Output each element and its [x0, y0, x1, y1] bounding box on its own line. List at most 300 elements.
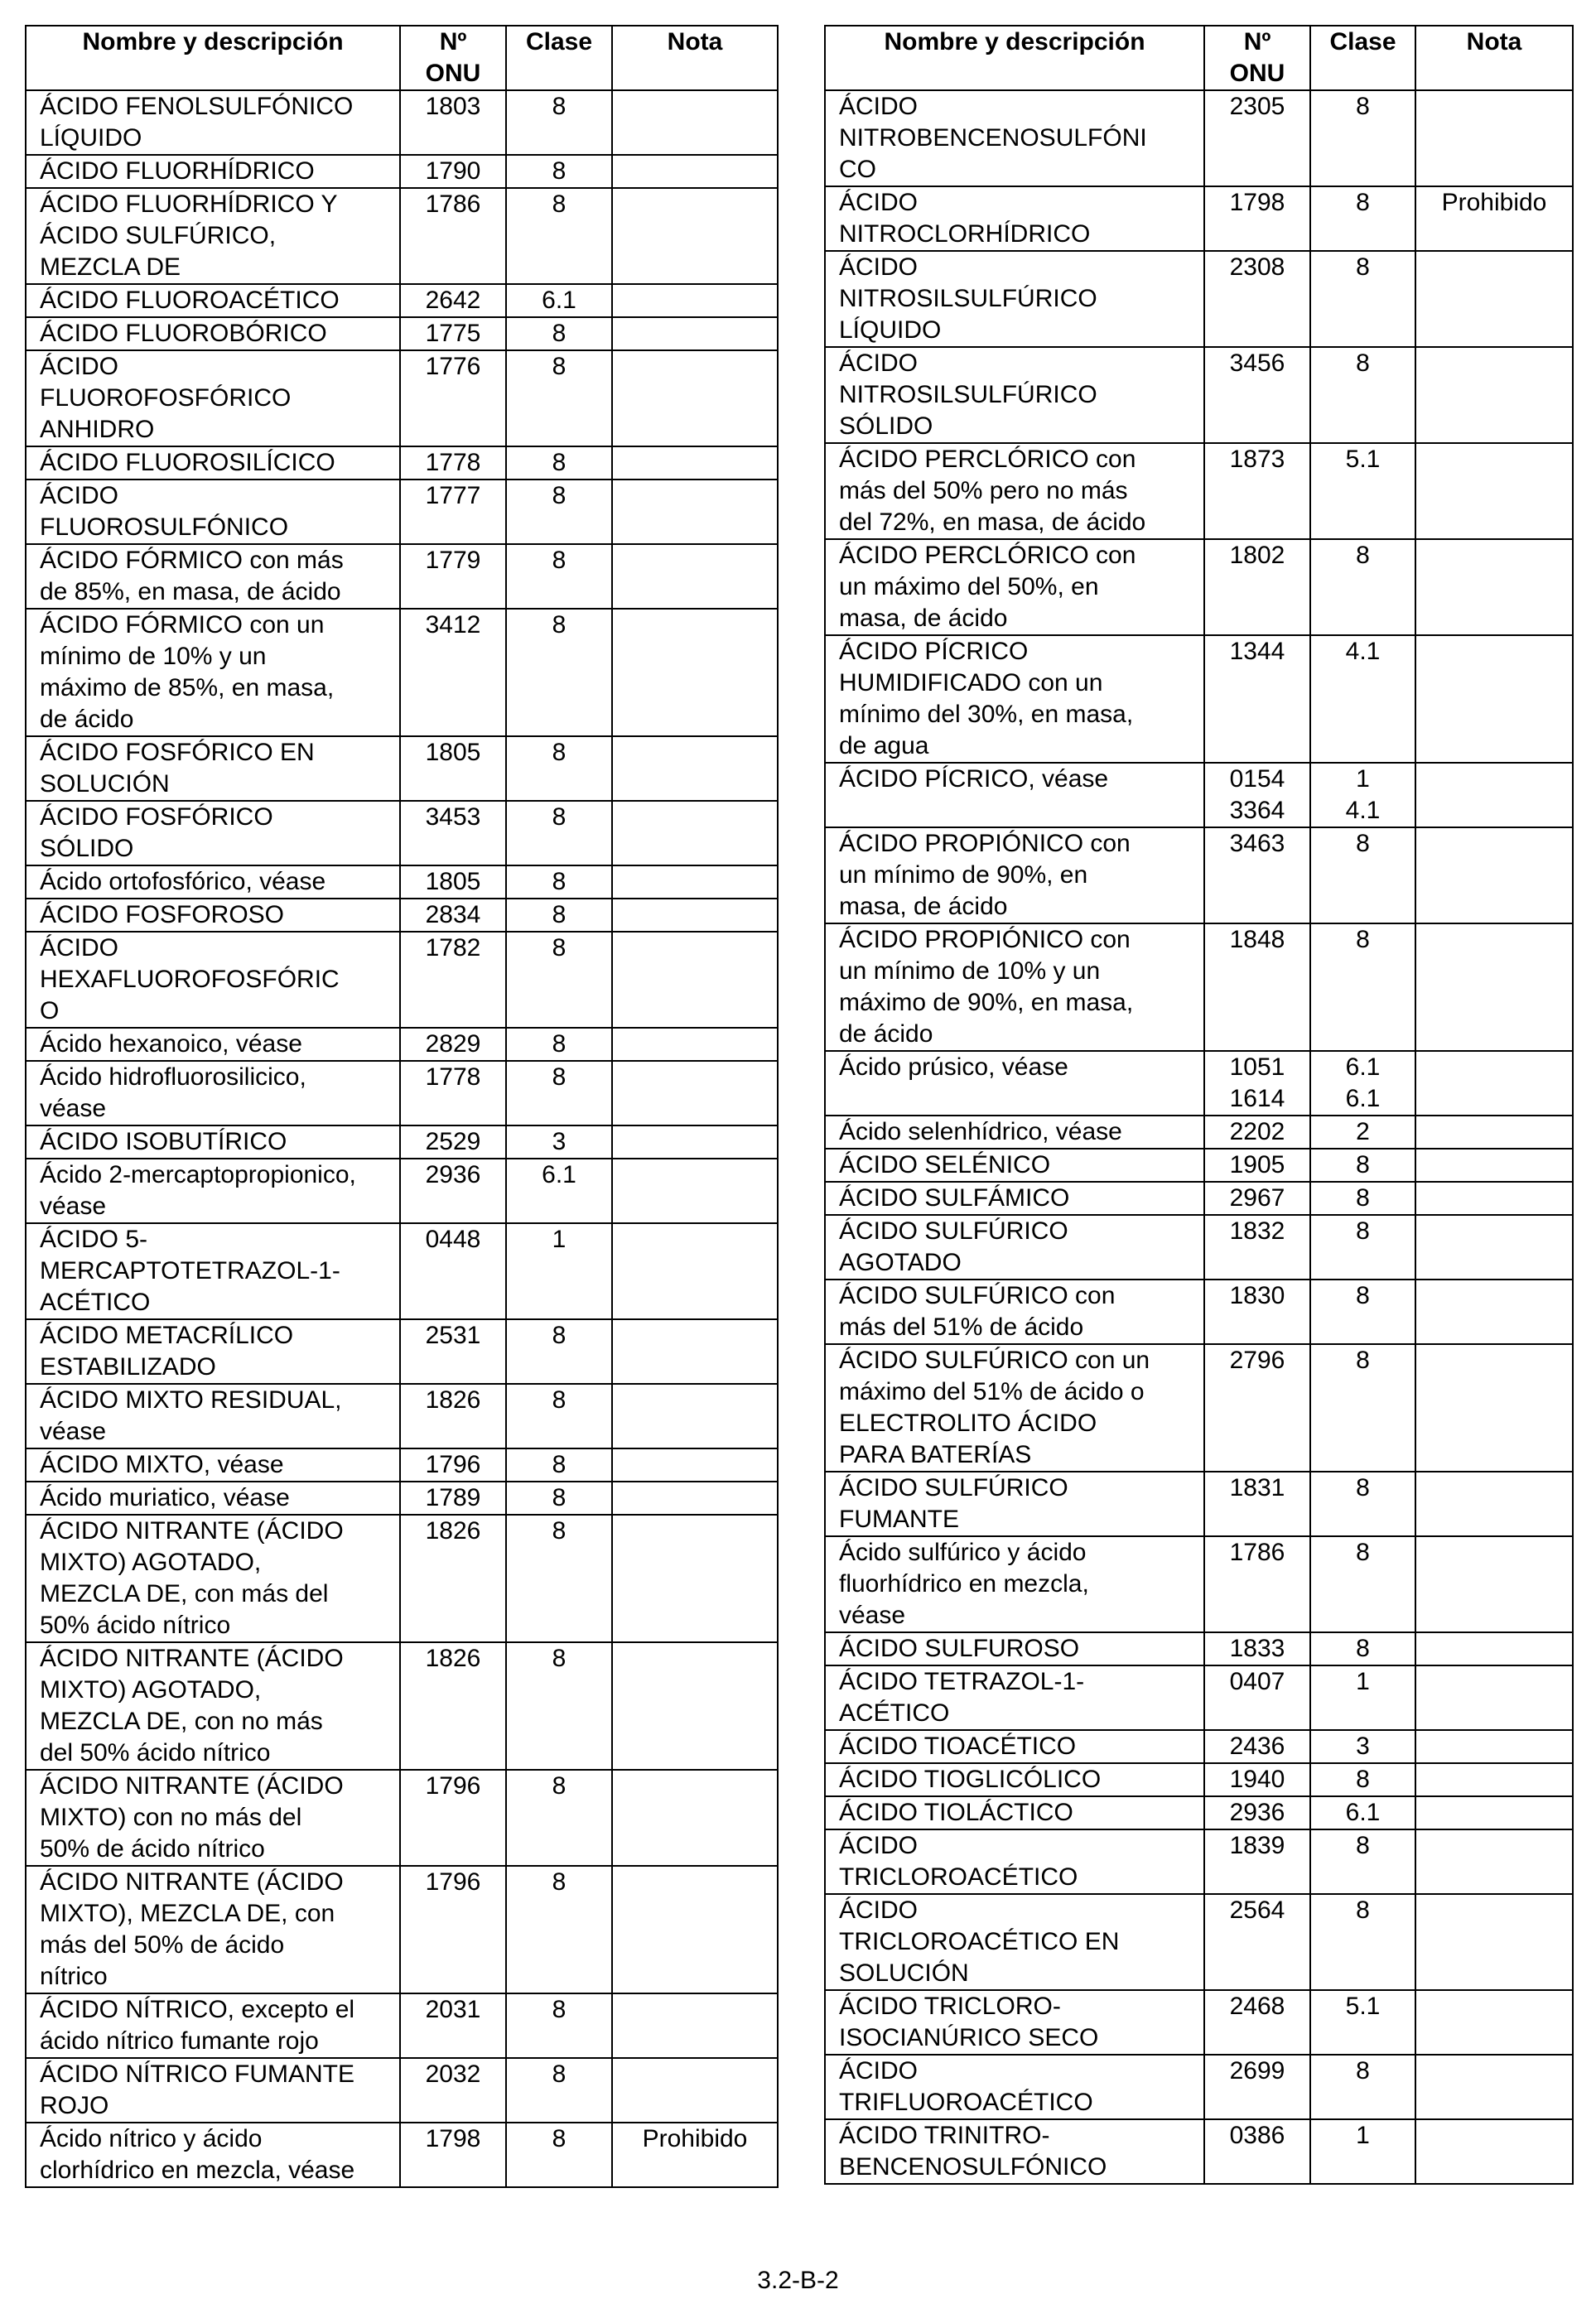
- cell-class: 8: [1310, 1536, 1415, 1632]
- cell-name: Ácido selenhídrico, véase: [825, 1116, 1204, 1149]
- cell-onu-number: 1905: [1204, 1149, 1310, 1182]
- cell-class: 8: [1310, 1763, 1415, 1796]
- cell-name: ÁCIDO TRIFLUOROACÉTICO: [825, 2055, 1204, 2119]
- table-row: [26, 1125, 778, 1159]
- cell-onu-number: 2829: [400, 1028, 506, 1061]
- cell-onu-number: 1848: [1204, 923, 1310, 1051]
- cell-onu-number: 2202: [1204, 1116, 1310, 1149]
- cell-name: ÁCIDO FOSFÓRICO EN SOLUCIÓN: [26, 736, 400, 801]
- cell-class: 8: [506, 544, 612, 609]
- table-row: [825, 1149, 1573, 1182]
- cell-onu-number: 1940: [1204, 1763, 1310, 1796]
- cell-onu-number: 2834: [400, 899, 506, 932]
- cell-onu-number: 1051 1614: [1204, 1051, 1310, 1116]
- cell-onu-number: 1826: [400, 1642, 506, 1770]
- cell-note: [612, 1223, 778, 1319]
- table-row: [825, 827, 1573, 923]
- cell-class: 8: [1310, 2055, 1415, 2119]
- cell-name: ÁCIDO TETRAZOL-1- ACÉTICO: [825, 1665, 1204, 1730]
- cell-onu-number: 1803: [400, 90, 506, 155]
- cell-name: ÁCIDO NITROBENCENOSULFÓNI CO: [825, 90, 1204, 186]
- table-row: [26, 932, 778, 1028]
- cell-class: 8: [506, 932, 612, 1028]
- cell-class: 8: [506, 609, 612, 736]
- cell-class: 8: [1310, 186, 1415, 251]
- table-row: [825, 2055, 1573, 2119]
- cell-name: ÁCIDO SULFÚRICO FUMANTE: [825, 1472, 1204, 1536]
- cell-note: [612, 865, 778, 899]
- cell-note: [1415, 923, 1573, 1051]
- cell-note: [612, 801, 778, 865]
- cell-name: ÁCIDO NITRANTE (ÁCIDO MIXTO) con no más del 50% de ácido nítrico: [26, 1770, 400, 1866]
- cell-name: ÁCIDO FÓRMICO con más de 85%, en masa, de ácido: [26, 544, 400, 609]
- table-row: [825, 1763, 1573, 1796]
- cell-note: [612, 1515, 778, 1642]
- cell-onu-number: 2529: [400, 1125, 506, 1159]
- cell-name: ÁCIDO FLUOROFOSFÓRICO ANHIDRO: [26, 350, 400, 446]
- cell-note: [612, 350, 778, 446]
- cell-onu-number: 1805: [400, 736, 506, 801]
- cell-class: 8: [506, 1642, 612, 1770]
- cell-onu-number: 1831: [1204, 1472, 1310, 1536]
- cell-onu-number: 1798: [400, 2123, 506, 2187]
- cell-class: 1: [1310, 1665, 1415, 1730]
- cell-name: ÁCIDO SULFUROSO: [825, 1632, 1204, 1665]
- cell-class: 8: [506, 2058, 612, 2123]
- cell-class: 8: [506, 1384, 612, 1448]
- table-row: [26, 865, 778, 899]
- cell-name: ÁCIDO TIOACÉTICO: [825, 1730, 1204, 1763]
- page-number: 3.2-B-2: [757, 2267, 839, 2294]
- cell-note: [612, 544, 778, 609]
- cell-onu-number: 1782: [400, 932, 506, 1028]
- cell-name: ÁCIDO FLUOROBÓRICO: [26, 317, 400, 350]
- cell-note: [612, 1384, 778, 1448]
- table-row: [825, 635, 1573, 763]
- cell-note: [1415, 763, 1573, 827]
- cell-name: ÁCIDO METACRÍLICO ESTABILIZADO: [26, 1319, 400, 1384]
- cell-name: ÁCIDO TRICLOROACÉTICO EN SOLUCIÓN: [825, 1894, 1204, 1990]
- cell-note: [1415, 347, 1573, 443]
- cell-name: ÁCIDO FENOLSULFÓNICO LÍQUIDO: [26, 90, 400, 155]
- table-row: [26, 350, 778, 446]
- table-row: [825, 923, 1573, 1051]
- cell-note: [612, 609, 778, 736]
- header-nota: Nota: [612, 26, 778, 90]
- cell-note: [1415, 2055, 1573, 2119]
- cell-note: [1415, 635, 1573, 763]
- cell-class: 8: [1310, 923, 1415, 1051]
- table-row: [26, 1482, 778, 1515]
- cell-onu-number: 1344: [1204, 635, 1310, 763]
- cell-note: [612, 90, 778, 155]
- cell-class: 8: [506, 1993, 612, 2058]
- cell-class: 8: [1310, 347, 1415, 443]
- cell-class: 8: [1310, 1149, 1415, 1182]
- cell-class: 8: [1310, 1894, 1415, 1990]
- cell-note: [1415, 1632, 1573, 1665]
- table-header-row: [26, 26, 778, 90]
- table-row: [26, 2123, 778, 2187]
- cell-class: 8: [1310, 1182, 1415, 1215]
- cell-note: [1415, 1536, 1573, 1632]
- cell-onu-number: 1779: [400, 544, 506, 609]
- cell-note: [1415, 1990, 1573, 2055]
- cell-onu-number: 1830: [1204, 1280, 1310, 1344]
- cell-class: 8: [506, 90, 612, 155]
- table-row: [825, 1536, 1573, 1632]
- cell-onu-number: 2031: [400, 1993, 506, 2058]
- cell-note: [612, 932, 778, 1028]
- cell-name: ÁCIDO FÓRMICO con un mínimo de 10% y un máximo de 85%, en masa, de ácido: [26, 609, 400, 736]
- cell-class: 4.1: [1310, 635, 1415, 763]
- cell-note: [1415, 827, 1573, 923]
- table-row: [825, 443, 1573, 539]
- cell-name: ÁCIDO FLUORHÍDRICO: [26, 155, 400, 188]
- cell-onu-number: 2308: [1204, 251, 1310, 347]
- cell-note: [612, 1319, 778, 1384]
- cell-note: [1415, 539, 1573, 635]
- dangerous-goods-table-right: [824, 25, 1574, 2185]
- cell-name: ÁCIDO PERCLÓRICO con un máximo del 50%, en masa, de ácido: [825, 539, 1204, 635]
- cell-name: Ácido hidrofluorosilicico, véase: [26, 1061, 400, 1125]
- table-row: [26, 1223, 778, 1319]
- cell-class: 8: [506, 736, 612, 801]
- cell-class: 8: [506, 480, 612, 544]
- cell-class: 6.1: [1310, 1796, 1415, 1829]
- table-row: [825, 1116, 1573, 1149]
- table-row: [26, 480, 778, 544]
- cell-onu-number: 1786: [1204, 1536, 1310, 1632]
- cell-note: [612, 1482, 778, 1515]
- cell-class: 8: [506, 155, 612, 188]
- table-row: [26, 188, 778, 284]
- cell-name: ÁCIDO NÍTRICO, excepto el ácido nítrico fumante rojo: [26, 1993, 400, 2058]
- table-row: [26, 1770, 778, 1866]
- header-clase: Clase: [1310, 26, 1415, 90]
- cell-name: Ácido prúsico, véase: [825, 1051, 1204, 1116]
- cell-name: ÁCIDO FOSFÓRICO SÓLIDO: [26, 801, 400, 865]
- cell-name: ÁCIDO NITROSILSULFÚRICO LÍQUIDO: [825, 251, 1204, 347]
- cell-onu-number: 1805: [400, 865, 506, 899]
- cell-note: Prohibido: [612, 2123, 778, 2187]
- cell-name: ÁCIDO SELÉNICO: [825, 1149, 1204, 1182]
- table-row: [825, 1472, 1573, 1536]
- cell-onu-number: 2305: [1204, 90, 1310, 186]
- cell-note: [1415, 1665, 1573, 1730]
- cell-name: ÁCIDO SULFÚRICO AGOTADO: [825, 1215, 1204, 1280]
- cell-class: 8: [1310, 1829, 1415, 1894]
- table-row: [26, 446, 778, 480]
- cell-class: 8: [1310, 1280, 1415, 1344]
- cell-name: ÁCIDO FLUOROSILÍCICO: [26, 446, 400, 480]
- cell-onu-number: 3453: [400, 801, 506, 865]
- table-row: [825, 251, 1573, 347]
- cell-note: [1415, 1763, 1573, 1796]
- cell-class: 6.1 6.1: [1310, 1051, 1415, 1116]
- cell-class: 8: [1310, 1632, 1415, 1665]
- cell-note: [1415, 1215, 1573, 1280]
- table-row: [825, 539, 1573, 635]
- cell-class: 8: [1310, 1472, 1415, 1536]
- cell-onu-number: 2564: [1204, 1894, 1310, 1990]
- table-row: [26, 1866, 778, 1993]
- cell-onu-number: 1826: [400, 1384, 506, 1448]
- cell-onu-number: 2796: [1204, 1344, 1310, 1472]
- cell-onu-number: 3412: [400, 609, 506, 736]
- cell-onu-number: 2032: [400, 2058, 506, 2123]
- cell-name: Ácido nítrico y ácido clorhídrico en mezcla, véase: [26, 2123, 400, 2187]
- cell-name: ÁCIDO PROPIÓNICO con un mínimo de 90%, en masa, de ácido: [825, 827, 1204, 923]
- table-row: [26, 1642, 778, 1770]
- cell-class: 2: [1310, 1116, 1415, 1149]
- dangerous-goods-table-left: [25, 25, 779, 2188]
- cell-onu-number: 0407: [1204, 1665, 1310, 1730]
- table-row: [825, 1215, 1573, 1280]
- cell-note: [612, 446, 778, 480]
- cell-name: ÁCIDO TRICLOROACÉTICO: [825, 1829, 1204, 1894]
- cell-note: [612, 480, 778, 544]
- cell-note: [1415, 1344, 1573, 1472]
- cell-onu-number: 1790: [400, 155, 506, 188]
- cell-onu-number: 3456: [1204, 347, 1310, 443]
- cell-note: [612, 1061, 778, 1125]
- cell-note: [1415, 1182, 1573, 1215]
- cell-class: 1: [506, 1223, 612, 1319]
- cell-onu-number: 2967: [1204, 1182, 1310, 1215]
- table-row: [26, 284, 778, 317]
- cell-name: ÁCIDO FLUORHÍDRICO Y ÁCIDO SULFÚRICO, MEZCLA DE: [26, 188, 400, 284]
- cell-class: 8: [506, 1028, 612, 1061]
- cell-name: ÁCIDO PROPIÓNICO con un mínimo de 10% y un máximo de 90%, en masa, de ácido: [825, 923, 1204, 1051]
- cell-name: ÁCIDO FOSFOROSO: [26, 899, 400, 932]
- cell-class: 8: [1310, 1344, 1415, 1472]
- table-row: [825, 90, 1573, 186]
- cell-note: [612, 1642, 778, 1770]
- cell-name: ÁCIDO HEXAFLUOROFOSFÓRIC O: [26, 932, 400, 1028]
- cell-note: [1415, 443, 1573, 539]
- table-row: [26, 2058, 778, 2123]
- cell-name: ÁCIDO NITROCLORHÍDRICO: [825, 186, 1204, 251]
- cell-note: [1415, 2119, 1573, 2184]
- cell-note: [612, 1159, 778, 1223]
- cell-note: [1415, 251, 1573, 347]
- table-row: [26, 1448, 778, 1482]
- cell-class: 8: [1310, 1215, 1415, 1280]
- cell-class: 8: [506, 317, 612, 350]
- cell-class: 6.1: [506, 1159, 612, 1223]
- cell-class: 5.1: [1310, 1990, 1415, 2055]
- cell-onu-number: 1839: [1204, 1829, 1310, 1894]
- cell-onu-number: 1777: [400, 480, 506, 544]
- cell-class: 8: [506, 899, 612, 932]
- cell-onu-number: 0448: [400, 1223, 506, 1319]
- cell-name: ÁCIDO NÍTRICO FUMANTE ROJO: [26, 2058, 400, 2123]
- cell-onu-number: 2436: [1204, 1730, 1310, 1763]
- cell-note: [1415, 1894, 1573, 1990]
- cell-name: ÁCIDO SULFÚRICO con un máximo del 51% de ácido o ELECTROLITO ÁCIDO PARA BATERÍAS: [825, 1344, 1204, 1472]
- table-row: [825, 1894, 1573, 1990]
- cell-name: ÁCIDO 5- MERCAPTOTETRAZOL-1- ACÉTICO: [26, 1223, 400, 1319]
- table-row: [825, 1665, 1573, 1730]
- cell-name: ÁCIDO MIXTO RESIDUAL, véase: [26, 1384, 400, 1448]
- cell-name: ÁCIDO PÍCRICO, véase: [825, 763, 1204, 827]
- cell-class: 8: [1310, 251, 1415, 347]
- table-row: [825, 1051, 1573, 1116]
- cell-class: 8: [1310, 827, 1415, 923]
- cell-name: ÁCIDO FLUOROSULFÓNICO: [26, 480, 400, 544]
- header-name: Nombre y descripción: [825, 26, 1204, 90]
- table-row: [825, 1632, 1573, 1665]
- cell-onu-number: 1826: [400, 1515, 506, 1642]
- cell-class: 8: [506, 350, 612, 446]
- table-row: [26, 1515, 778, 1642]
- cell-onu-number: 2936: [1204, 1796, 1310, 1829]
- cell-note: [612, 188, 778, 284]
- cell-note: [612, 284, 778, 317]
- cell-note: [1415, 1829, 1573, 1894]
- cell-class: 8: [506, 1770, 612, 1866]
- cell-note: [1415, 1051, 1573, 1116]
- cell-note: [1415, 1280, 1573, 1344]
- cell-name: ÁCIDO NITRANTE (ÁCIDO MIXTO) AGOTADO, MEZCLA DE, con no más del 50% ácido nítrico: [26, 1642, 400, 1770]
- cell-onu-number: 1786: [400, 188, 506, 284]
- cell-name: ÁCIDO FLUOROACÉTICO: [26, 284, 400, 317]
- cell-name: ÁCIDO TRINITRO- BENCENOSULFÓNICO: [825, 2119, 1204, 2184]
- cell-note: [612, 1125, 778, 1159]
- cell-class: 8: [506, 1061, 612, 1125]
- cell-note: [1415, 1116, 1573, 1149]
- cell-name: ÁCIDO SULFÚRICO con más del 51% de ácido: [825, 1280, 1204, 1344]
- cell-onu-number: 1789: [400, 1482, 506, 1515]
- cell-onu-number: 2936: [400, 1159, 506, 1223]
- cell-name: Ácido muriatico, véase: [26, 1482, 400, 1515]
- cell-class: 8: [506, 1515, 612, 1642]
- cell-onu-number: 2468: [1204, 1990, 1310, 2055]
- cell-note: [612, 2058, 778, 2123]
- cell-onu-number: 1833: [1204, 1632, 1310, 1665]
- table-row: [825, 763, 1573, 827]
- table-row: [26, 1028, 778, 1061]
- table-row: [26, 90, 778, 155]
- header-onu: Nº ONU: [400, 26, 506, 90]
- cell-onu-number: 0154 3364: [1204, 763, 1310, 827]
- table-row: [26, 155, 778, 188]
- cell-note: Prohibido: [1415, 186, 1573, 251]
- cell-onu-number: 0386: [1204, 2119, 1310, 2184]
- cell-note: [612, 317, 778, 350]
- cell-onu-number: 1802: [1204, 539, 1310, 635]
- cell-name: ÁCIDO TIOLÁCTICO: [825, 1796, 1204, 1829]
- cell-note: [612, 1993, 778, 2058]
- cell-name: Ácido sulfúrico y ácido fluorhídrico en mezcla, véase: [825, 1536, 1204, 1632]
- cell-class: 8: [506, 446, 612, 480]
- cell-name: ÁCIDO PERCLÓRICO con más del 50% pero no más del 72%, en masa, de ácido: [825, 443, 1204, 539]
- cell-onu-number: 1778: [400, 1061, 506, 1125]
- table-row: [26, 1384, 778, 1448]
- table-row: [825, 1990, 1573, 2055]
- cell-note: [612, 1448, 778, 1482]
- table-row: [26, 317, 778, 350]
- cell-onu-number: 1832: [1204, 1215, 1310, 1280]
- cell-note: [1415, 90, 1573, 186]
- table-row: [26, 609, 778, 736]
- cell-class: 6.1: [506, 284, 612, 317]
- table-row: [825, 1796, 1573, 1829]
- cell-class: 8: [506, 1482, 612, 1515]
- cell-note: [612, 1866, 778, 1993]
- table-row: [825, 1280, 1573, 1344]
- cell-name: ÁCIDO NITRANTE (ÁCIDO MIXTO) AGOTADO, MEZCLA DE, con más del 50% ácido nítrico: [26, 1515, 400, 1642]
- cell-name: ÁCIDO TIOGLICÓLICO: [825, 1763, 1204, 1796]
- cell-name: ÁCIDO MIXTO, véase: [26, 1448, 400, 1482]
- cell-name: ÁCIDO NITROSILSULFÚRICO SÓLIDO: [825, 347, 1204, 443]
- cell-onu-number: 3463: [1204, 827, 1310, 923]
- cell-note: [1415, 1149, 1573, 1182]
- cell-onu-number: 1796: [400, 1448, 506, 1482]
- cell-onu-number: 1873: [1204, 443, 1310, 539]
- header-name: Nombre y descripción: [26, 26, 400, 90]
- cell-name: ÁCIDO NITRANTE (ÁCIDO MIXTO), MEZCLA DE, con más del 50% de ácido nítrico: [26, 1866, 400, 1993]
- cell-class: 8: [506, 1448, 612, 1482]
- cell-onu-number: 1776: [400, 350, 506, 446]
- cell-onu-number: 1798: [1204, 186, 1310, 251]
- cell-note: [612, 899, 778, 932]
- cell-name: ÁCIDO PÍCRICO HUMIDIFICADO con un mínimo del 30%, en masa, de agua: [825, 635, 1204, 763]
- cell-name: Ácido ortofosfórico, véase: [26, 865, 400, 899]
- cell-onu-number: 2699: [1204, 2055, 1310, 2119]
- table-row: [825, 1829, 1573, 1894]
- cell-onu-number: 2531: [400, 1319, 506, 1384]
- cell-class: 1: [1310, 2119, 1415, 2184]
- cell-note: [1415, 1796, 1573, 1829]
- cell-class: 8: [506, 865, 612, 899]
- cell-class: 3: [506, 1125, 612, 1159]
- cell-class: 8: [506, 801, 612, 865]
- cell-class: 8: [1310, 539, 1415, 635]
- table-row: [26, 1993, 778, 2058]
- cell-note: [612, 736, 778, 801]
- header-onu: Nº ONU: [1204, 26, 1310, 90]
- cell-name: ÁCIDO ISOBUTÍRICO: [26, 1125, 400, 1159]
- table-header-row: [825, 26, 1573, 90]
- cell-class: 8: [506, 2123, 612, 2187]
- header-nota: Nota: [1415, 26, 1573, 90]
- cell-note: [612, 155, 778, 188]
- header-clase: Clase: [506, 26, 612, 90]
- table-row: [825, 1730, 1573, 1763]
- cell-class: 8: [506, 1866, 612, 1993]
- table-row: [26, 1061, 778, 1125]
- cell-class: 8: [506, 188, 612, 284]
- table-row: [825, 347, 1573, 443]
- cell-note: [1415, 1472, 1573, 1536]
- table-row: [26, 801, 778, 865]
- cell-onu-number: 1775: [400, 317, 506, 350]
- cell-onu-number: 2642: [400, 284, 506, 317]
- cell-note: [612, 1770, 778, 1866]
- table-row: [26, 736, 778, 801]
- table-row: [26, 544, 778, 609]
- cell-class: 8: [506, 1319, 612, 1384]
- table-row: [26, 1319, 778, 1384]
- table-row: [825, 1344, 1573, 1472]
- cell-onu-number: 1778: [400, 446, 506, 480]
- cell-onu-number: 1796: [400, 1770, 506, 1866]
- cell-name: Ácido hexanoico, véase: [26, 1028, 400, 1061]
- table-row: [825, 1182, 1573, 1215]
- table-row: [825, 2119, 1573, 2184]
